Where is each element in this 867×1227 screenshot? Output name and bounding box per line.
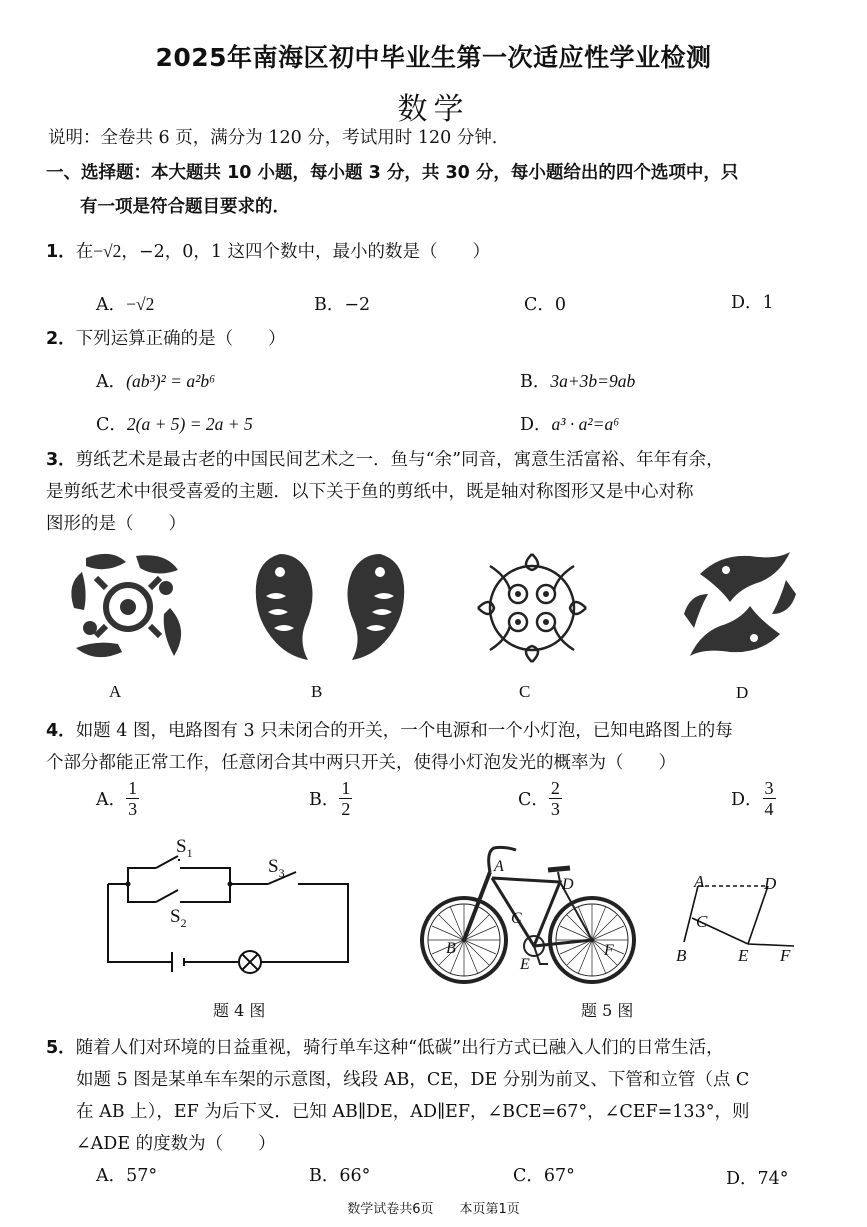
circuit-diagram bbox=[100, 832, 360, 982]
q1-option-b: B．−2 bbox=[314, 295, 371, 315]
point-d-label: D bbox=[764, 874, 777, 893]
question-4-line2: 个部分都能正常工作，任意闭合其中两只开关，使得小灯泡发光的概率为（ ） bbox=[46, 753, 676, 773]
q2-option-b: B．3a+3b=9ab bbox=[520, 371, 636, 392]
question-1 bbox=[46, 238, 490, 263]
question-text: 在 bbox=[75, 242, 94, 262]
question-4 bbox=[46, 717, 733, 742]
point-a-label: A bbox=[694, 872, 705, 891]
bike-label-e: E bbox=[520, 956, 530, 973]
question-5-line2: 如题 5 图是某单车车架的示意图，线段 AB，CE，DE 分别为前叉、下管和立管（点 C bbox=[76, 1070, 750, 1090]
question-5 bbox=[46, 1034, 724, 1059]
question-5-line3: 在 AB 上），EF 为后下叉．已知 AB∥DE，AD∥EF，∠BCE=67°，∠CEF=133°，则 bbox=[76, 1102, 750, 1122]
question-number: 5． bbox=[46, 1038, 76, 1058]
switch-s2-label: $S_2$ bbox=[170, 906, 187, 930]
bike-label-c: C bbox=[511, 910, 522, 927]
q1-option-a: A．−√2 bbox=[96, 294, 155, 315]
q4-option-d: D． $\frac{3}{4}$ bbox=[731, 778, 774, 819]
papercut-c-image bbox=[470, 546, 594, 670]
question-number: 2． bbox=[46, 329, 76, 349]
section1-heading-cont: 有一项是符合题目要求的． bbox=[80, 197, 290, 217]
switch-s1-label: $S_1$ bbox=[176, 836, 193, 860]
exam-title: 2025年南海区初中毕业生第一次适应性学业检测 bbox=[155, 43, 712, 72]
question-5-line4: ∠ADE 的度数为（ ） bbox=[76, 1134, 276, 1154]
question-text: 如题 4 图，电路图有 3 只未闭合的开关，一个电源和一个小灯泡，已知电路图上的每 bbox=[75, 721, 733, 741]
question-number: 4． bbox=[46, 721, 76, 741]
exam-notes: 说明：全卷共 6 页，满分为 120 分，考试用时 120 分钟． bbox=[48, 128, 510, 148]
q2-option-d: D．a³ · a²=a⁶ bbox=[520, 414, 620, 435]
question-3-line2: 是剪纸艺术中很受喜爱的主题．以下关于鱼的剪纸中，既是轴对称图形又是中心对称 bbox=[46, 482, 694, 502]
bike-label-f: F bbox=[604, 942, 614, 959]
fig5-caption: 题 5 图 bbox=[581, 1001, 634, 1020]
page-footer: 数学试卷共6页 本页第1页 bbox=[347, 1202, 520, 1217]
q5-option-c: C．67° bbox=[513, 1166, 575, 1186]
question-text: 剪纸艺术是最古老的中国民间艺术之一．鱼与“余”同音，寓意生活富裕、年年有余， bbox=[75, 450, 724, 470]
section1-heading: 一、选择题：本大题共 10 小题，每小题 3 分，共 30 分，每小题给出的四个选项中，只 bbox=[46, 163, 739, 183]
q5-option-d: D．74° bbox=[726, 1169, 789, 1189]
question-number: 1． bbox=[46, 242, 76, 262]
question-text: 下列运算正确的是（ ） bbox=[75, 329, 286, 349]
papercut-a-image bbox=[66, 548, 190, 666]
papercut-a-label: A bbox=[109, 682, 122, 701]
point-f-label: F bbox=[780, 946, 791, 965]
point-b-label: B bbox=[676, 946, 687, 965]
q2-option-a: A．(ab³)² = a²b⁶ bbox=[96, 371, 216, 392]
papercut-d-image bbox=[680, 544, 800, 664]
point-c-label: C bbox=[696, 912, 708, 931]
bike-label-b: B bbox=[446, 940, 456, 957]
q5-option-a: A．57° bbox=[96, 1166, 158, 1186]
q4-option-b: B． $\frac{1}{2}$ bbox=[309, 778, 351, 819]
bike-label-a: A bbox=[494, 858, 504, 875]
point-e-label: E bbox=[738, 946, 749, 965]
switch-s3-label: $S_3$ bbox=[268, 856, 285, 880]
papercut-b-image bbox=[250, 546, 410, 664]
q1-option-c: C．0 bbox=[524, 295, 567, 315]
papercut-d-label: D bbox=[736, 683, 749, 702]
question-text: ，−2，0，1 这四个数中，最小的数是（ ） bbox=[121, 242, 491, 262]
papercut-c-label: C bbox=[519, 682, 531, 701]
question-3-line3: 图形的是（ ） bbox=[46, 514, 186, 534]
q2-option-c: C．2(a + 5) = 2a + 5 bbox=[96, 414, 253, 435]
q1-option-d: D．1 bbox=[731, 293, 774, 313]
q4-option-a: A． $\frac{1}{3}$ bbox=[96, 778, 138, 819]
question-text: 随着人们对环境的日益重视，骑行单车这种“低碳”出行方式已融入人们的日常生活， bbox=[75, 1038, 724, 1058]
q5-option-b: B．66° bbox=[309, 1166, 371, 1186]
question-2 bbox=[46, 325, 286, 350]
question-3 bbox=[46, 446, 724, 471]
q4-option-c: C． $\frac{2}{3}$ bbox=[518, 778, 560, 819]
bike-label-d: D bbox=[562, 876, 574, 893]
math-expression: −√2 bbox=[93, 241, 122, 261]
subject-title: 数学 bbox=[397, 92, 470, 127]
question-number: 3． bbox=[46, 450, 76, 470]
fig4-caption: 题 4 图 bbox=[213, 1001, 266, 1020]
papercut-b-label: B bbox=[311, 682, 323, 701]
